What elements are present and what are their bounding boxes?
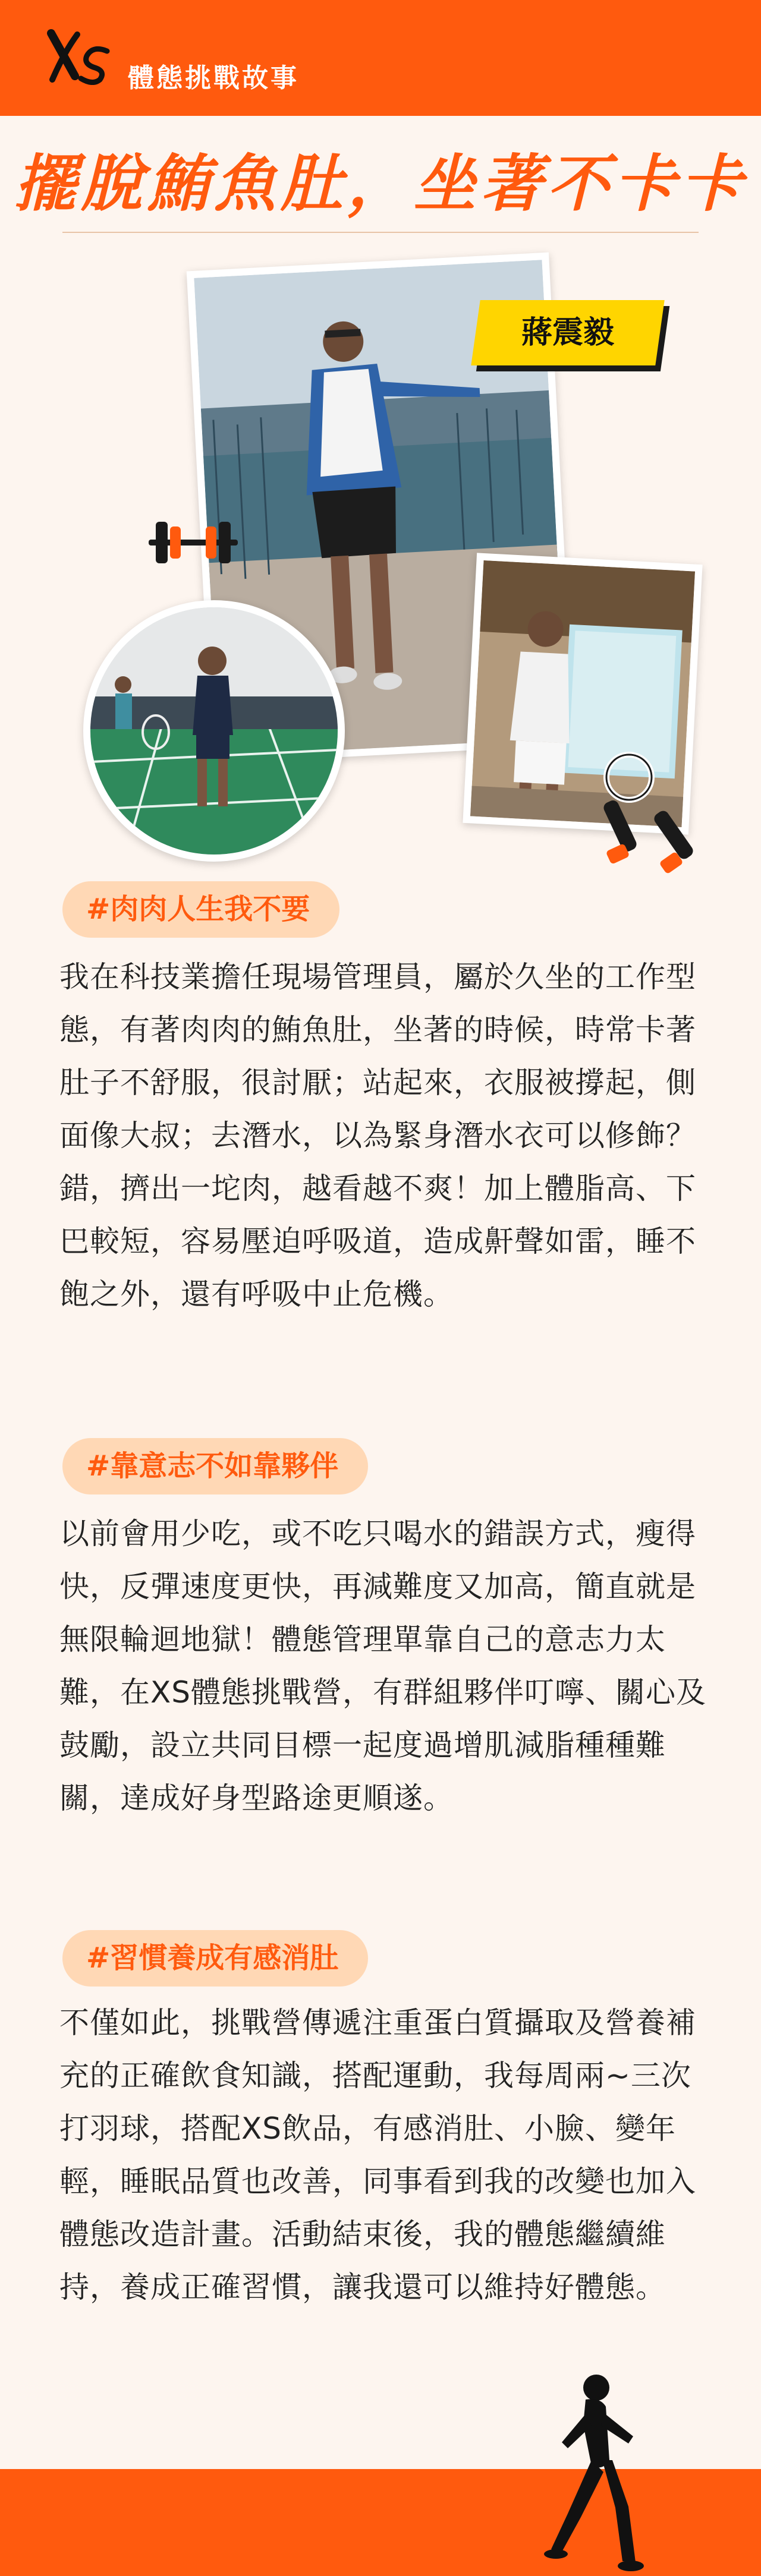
xs-logo xyxy=(46,29,112,85)
title-divider xyxy=(62,232,699,233)
section-paragraph-1: 我在科技業擔任現場管理員，屬於久坐的工作型態，有著肉肉的鮪魚肚，坐著的時候，時常卡著肚子不舒服，很討厭；站起來，衣服被撐起，側面像大叔；去潛水，以為緊身潛水衣可以修飾？錯，擠出一坨肉，越看越不爽！加上體脂高、下巴較短，容易壓迫呼吸道，造成鼾聲如雷，睡不飽之外，還有呼吸中止危機。 xyxy=(59,960,696,1311)
section-paragraph-3: 不僅如此，挑戰營傳遞注重蛋白質攝取及營養補充的正確飲食知識，搭配運動，我每周兩~三次打羽球，搭配XS飲品，有感消肚、小臉、變年輕，睡眠品質也改善，同事看到我的改變也加入體態改造計畫。活動結束後，我的體態繼續維持，養成正確習慣，讓我還可以維持好體態。 xyxy=(59,2006,696,2304)
header-bar xyxy=(0,0,761,116)
badminton-photo xyxy=(83,600,345,862)
name-tag: 蔣震毅 xyxy=(521,315,614,351)
header-title: 體態挑戰故事 xyxy=(128,63,299,93)
section-tag-2: #靠意志不如靠夥伴 xyxy=(62,1438,368,1494)
runner-icon xyxy=(544,2371,651,2576)
jump-rope-icon xyxy=(595,743,719,879)
page-title: 擺脫鮪魚肚，坐著不卡卡 xyxy=(14,147,747,220)
section-paragraph-2: 以前會用少吃，或不吃只喝水的錯誤方式，瘦得快，反彈速度更快，再減難度又加高，簡直就是無限輪迴地獄！體態管理單靠自己的意志力太難，在XS體態挑戰營，有群組夥伴叮嚀、關心及鼓勵，設立共同目標一起度過增肌減脂種種難關，達成好身型路途更順遂。 xyxy=(59,1516,706,1815)
badminton-photo-image xyxy=(90,607,338,855)
dumbbell-icon xyxy=(143,516,244,569)
section-tag-3: #習慣養成有感消肚 xyxy=(62,1930,368,1987)
section-tag-1: #肉肉人生我不要 xyxy=(62,881,339,938)
